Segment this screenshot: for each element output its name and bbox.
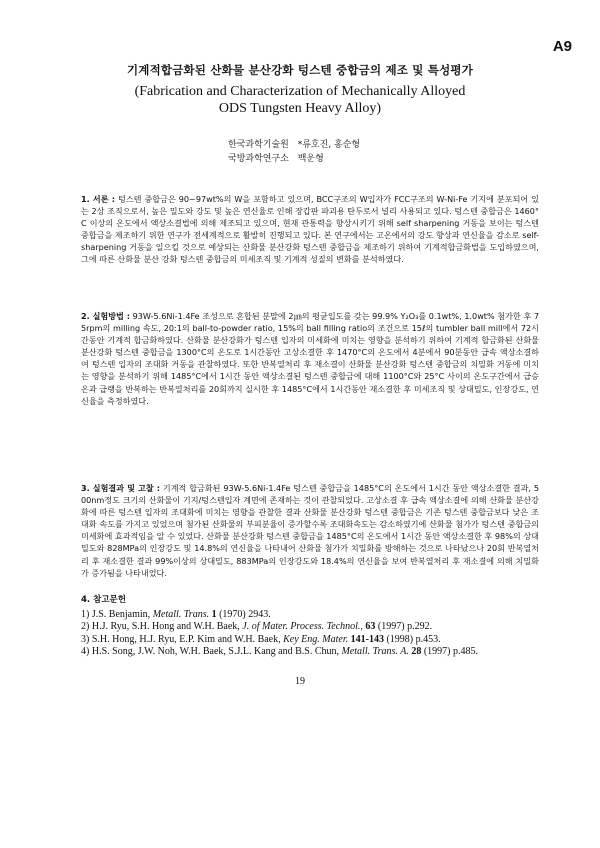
section-body: 기계적 합금화된 93W-5.6Ni-1.4Fe 텅스텐 중합금을 1485°C의 온도에서 1시간 동안 액상소결한 결과, 500nm정도 크기의 산화물이 기지/텅스텐입자 계면에 존재하는 것이 관찰되었다. 고상소결 후 급속 액상소결에 의해 산화물 분산강화에 따른 텅스텐 입자의 조대화에 미치는 영향을 관찰한 결과 산화물 분산강화 텅스텐 중합금은 기존 텅스텐 중합금보다 낮은 조대화 속도를 가지고 있었으며 첨가된 산화물의 부피분율이 증가할수록 조대화속도는 감소하였기에 산화물 첨가가 텅스텐 중합금의 미세화에 효과적임을 알 수 있었다. 산화물 분산강화 텅스텐 중합금을 1485°C의 온도에서 1시간 동안 액상소결한 후 98%의 상대밀도와 828MPa의 인장강도 및 14.8%의 연신율을 나타내어 산화물 첨가가 치밀화를 방해하는 것으로 나타났으나 20회 반복열처리 후 재소결한 결과 99%이상의 상대밀도, 883MPa의 인장강도와 18.4%의 연신율을 보여 반복열처리 후 재소결에 의해 치밀화가 증가됨을 나타내었다. (81, 483, 539, 578)
author-row (228, 138, 366, 152)
reference-authors: S.H. Hong, H.J. Ryu, E.P. Kim and W.H. Baek, (91, 633, 281, 645)
section-results (81, 482, 539, 579)
reference-journal: J. of Mater. Process. Technol., (242, 621, 363, 632)
reference-number: 4) (81, 646, 90, 657)
author-affiliation: 한국과학기술원 (228, 140, 289, 150)
reference-item (81, 609, 541, 622)
reference-volume: 63 (365, 621, 376, 632)
reference-number: 2) (81, 621, 90, 632)
reference-authors: H.S. Song, J.W. Noh, W.H. Baek, S.J.L. Kang and B.S. Chun, (91, 646, 339, 657)
reference-year-page: (1997) p.292. (377, 621, 433, 632)
reference-item (81, 621, 541, 634)
reference-number: 1) (81, 608, 90, 620)
reference-volume: 141-143 (350, 633, 384, 645)
reference-volume: 1 (211, 608, 217, 620)
author-row (228, 152, 366, 166)
section-heading: 3. 실험결과 및 고찰 : (81, 483, 161, 493)
page-number: 19 (295, 676, 305, 687)
abstract-code: A9 (552, 38, 572, 55)
title-english (0, 83, 600, 117)
section-heading: 2. 실험방법 : (81, 311, 130, 321)
reference-authors: J.S. Benjamin, (91, 608, 151, 620)
reference-volume: 28 (411, 646, 422, 657)
reference-year-page: (1998) p.453. (386, 633, 441, 645)
section-body: 93W-5.6Ni-1.4Fe 조성으로 혼합된 분말에 2㎛의 평균입도를 갖는 99.9% Y₂O₃를 0.1wt%, 1.0wt% 첨가한 후 75rpm의 milling 속도, 20:1의 ball-to-powder ratio, 15%의 ball filling ratio의 조건으로 15ℓ의 tumbler ball mill에서 72시간동안 기계적 합금화하였다. 산화물 분산강화가 텅스텐 입자의 미세화에 미치는 영향을 분석하기 위하여 기계적 합금화된 산화물 분산강화 텅스텐 중합금을 1300°C의 온도로 1시간동안 고상소결한 후 1470°C의 온도에서 4분에서 90분동안 급속 액상소결하여 텅스텐 입자의 조대화 거동을 관찰하였다. 또한 반복열처리 후 재소결이 산화물 분산강화 텅스텐 중합금의 치밀화 거동에 미치는 영향을 분석하기 위해 1485°C에서 1시간 동안 액상소결된 텅스텐 중합금에 대해 1100°C와 25°C 사이의 온도구간에서 급승온과 급랭을 반복하는 반복열처리를 20회까지 실시한 후 1485°C에서 1시간동안 재소결한 후 미세조직 및 상대밀도, 인장강도, 연신율을 측정하였다. (81, 311, 539, 406)
reference-item (81, 646, 541, 659)
title-english-line-1: (Fabrication and Characterization of Mechanically Alloyed (134, 84, 466, 99)
reference-journal: Metall. Trans. A. (341, 646, 409, 657)
title-english-line-2: ODS Tungsten Heavy Alloy) (218, 101, 382, 116)
author-block (228, 138, 366, 166)
section-experimental (81, 310, 539, 407)
author-affiliation: 국방과학연구소 (228, 154, 289, 164)
reference-item (81, 634, 541, 647)
reference-number: 3) (81, 633, 90, 645)
references (81, 594, 541, 659)
section-heading: 1. 서론 : (81, 194, 116, 204)
references-heading: 4. 참고문헌 (81, 595, 126, 605)
reference-journal: Metall. Trans. (152, 608, 210, 620)
section-body: 텅스텐 중합금은 90~97wt%의 W을 포함하고 있으며, BCC구조의 W입자가 FCC구조의 W-Ni-Fe 기지에 분포되어 있는 2상 조직으로서, 높은 밀도와 강도 및 높은 연신율로 인해 장갑판 파괴용 탄두로서 널리 사용되고 있다. 텅스텐 중합금은 1460°C 이상의 온도에서 액상소결법에 의해 제조되고 있으며, 현재 관통력을 향상시키기 위해 self sharpening 거동을 보이는 텅스텐 중합금을 제조하기 위한 연구가 전세계적으로 활발히 진행되고 있다. 본 연구에서는 고온에서의 강도 향상과 연신율을 감소로 self-sharpening 거동을 일으킬 것으로 예상되는 산화물 분산강화 텅스텐 중합금을 제조하기 위하여 기계적합금화법을 도입하였으며, 그에 따른 산화물 분산 강화 텅스텐 중합금의 미세조직 및 기계적 성질의 변화를 분석하였다. (81, 194, 540, 265)
author-names: *류호진, 홍순형 (297, 140, 361, 150)
author-names: 백운형 (297, 154, 324, 164)
reference-authors: H.J. Ryu, S.H. Hong and W.H. Baek, (91, 621, 240, 632)
reference-year-page: (1970) 2943. (219, 608, 271, 620)
title-korean: 기계적합금화된 산화물 분산강화 텅스텐 중합금의 제조 및 특성평가 (126, 63, 474, 77)
section-introduction (81, 193, 539, 266)
reference-year-page: (1997) p.485. (423, 646, 478, 657)
reference-journal: Key Eng. Mater. (283, 633, 349, 645)
